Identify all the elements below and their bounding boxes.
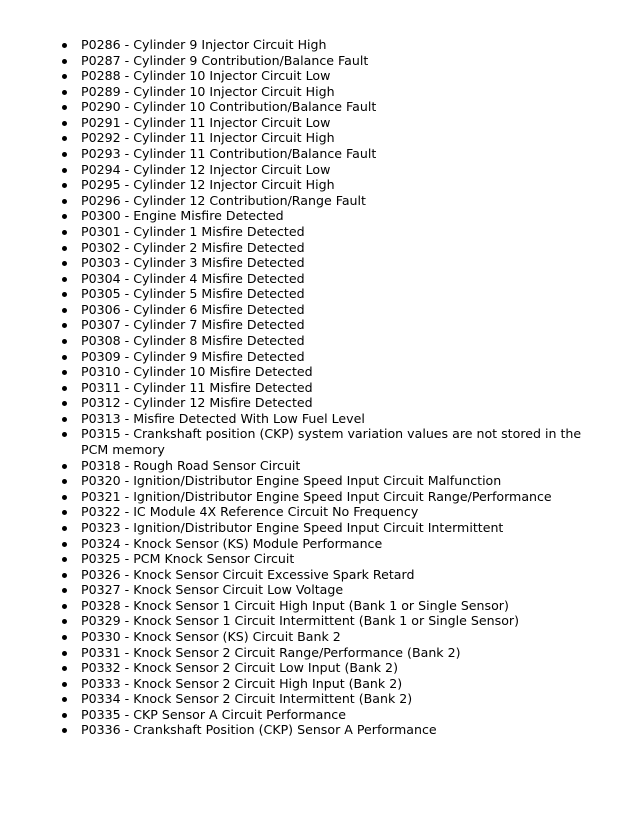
list-item xyxy=(62,722,582,738)
bullet-icon xyxy=(62,635,67,640)
list-item xyxy=(62,255,582,271)
code-description: P0289 - Cylinder 10 Injector Circuit High xyxy=(81,83,335,99)
bullet-icon xyxy=(62,510,67,515)
bullet-icon xyxy=(62,728,67,733)
code-description: P0322 - IC Module 4X Reference Circuit No Frequency xyxy=(81,504,419,520)
code-description: P0309 - Cylinder 9 Misfire Detected xyxy=(81,348,305,364)
list-item xyxy=(62,567,582,583)
bullet-icon xyxy=(62,355,67,360)
code-description: P0290 - Cylinder 10 Contribution/Balance Fault xyxy=(81,99,377,115)
code-description: P0287 - Cylinder 9 Contribution/Balance Fault xyxy=(81,52,369,68)
list-item xyxy=(62,208,582,224)
list-item xyxy=(62,286,582,302)
code-description: P0330 - Knock Sensor (KS) Circuit Bank 2 xyxy=(81,628,341,644)
bullet-icon xyxy=(62,277,67,282)
list-item xyxy=(62,504,582,520)
bullet-icon xyxy=(62,479,67,484)
bullet-icon xyxy=(62,386,67,391)
list-item xyxy=(62,364,582,380)
code-description: P0320 - Ignition/Distributor Engine Speed Input Circuit Malfunction xyxy=(81,473,502,489)
code-description: P0307 - Cylinder 7 Misfire Detected xyxy=(81,317,305,333)
list-item xyxy=(62,146,582,162)
code-description: P0323 - Ignition/Distributor Engine Speed Input Circuit Intermittent xyxy=(81,519,504,535)
list-item xyxy=(62,224,582,240)
code-description: P0311 - Cylinder 11 Misfire Detected xyxy=(81,379,313,395)
list-item xyxy=(62,707,582,723)
bullet-icon xyxy=(62,152,67,157)
list-item xyxy=(62,177,582,193)
bullet-icon xyxy=(62,308,67,313)
bullet-icon xyxy=(62,697,67,702)
code-description: P0324 - Knock Sensor (KS) Module Performance xyxy=(81,535,383,551)
list-item xyxy=(62,53,582,69)
bullet-icon xyxy=(62,682,67,687)
bullet-icon xyxy=(62,651,67,656)
code-description: P0315 - Crankshaft position (CKP) system variation values are not stored in the PCM memory xyxy=(81,426,582,458)
bullet-icon xyxy=(62,214,67,219)
list-item xyxy=(62,645,582,661)
bullet-icon xyxy=(62,43,67,48)
bullet-icon xyxy=(62,526,67,531)
code-description: P0310 - Cylinder 10 Misfire Detected xyxy=(81,364,313,380)
code-description: P0303 - Cylinder 3 Misfire Detected xyxy=(81,255,305,271)
list-item xyxy=(62,598,582,614)
code-description: P0336 - Crankshaft Position (CKP) Sensor A Performance xyxy=(81,722,437,738)
code-description: P0312 - Cylinder 12 Misfire Detected xyxy=(81,395,313,411)
bullet-icon xyxy=(62,542,67,547)
list-item xyxy=(62,302,582,318)
bullet-icon xyxy=(62,370,67,375)
list-item xyxy=(62,349,582,365)
bullet-icon xyxy=(62,557,67,562)
code-description: P0300 - Engine Misfire Detected xyxy=(81,208,284,224)
code-description: P0296 - Cylinder 12 Contribution/Range Fault xyxy=(81,192,366,208)
code-description: P0294 - Cylinder 12 Injector Circuit Low xyxy=(81,161,331,177)
list-item xyxy=(62,37,582,53)
bullet-icon xyxy=(62,417,67,422)
list-item xyxy=(62,629,582,645)
list-item xyxy=(62,68,582,84)
list-item xyxy=(62,84,582,100)
code-description: P0302 - Cylinder 2 Misfire Detected xyxy=(81,239,305,255)
bullet-icon xyxy=(62,74,67,79)
code-description: P0286 - Cylinder 9 Injector Circuit High xyxy=(81,37,327,52)
bullet-icon xyxy=(62,168,67,173)
code-description: P0328 - Knock Sensor 1 Circuit High Input (Bank 1 or Single Sensor) xyxy=(81,597,509,613)
bullet-icon xyxy=(62,230,67,235)
bullet-icon xyxy=(62,246,67,251)
code-description: P0335 - CKP Sensor A Circuit Performance xyxy=(81,706,346,722)
list-item xyxy=(62,411,582,427)
list-item xyxy=(62,582,582,598)
bullet-icon xyxy=(62,432,67,437)
bullet-icon xyxy=(62,619,67,624)
code-description: P0295 - Cylinder 12 Injector Circuit High xyxy=(81,177,335,193)
list-item xyxy=(62,333,582,349)
bullet-icon xyxy=(62,105,67,110)
bullet-icon xyxy=(62,573,67,578)
code-description: P0305 - Cylinder 5 Misfire Detected xyxy=(81,286,305,302)
code-description: P0326 - Knock Sensor Circuit Excessive Spark Retard xyxy=(81,566,415,582)
code-description: P0332 - Knock Sensor 2 Circuit Low Input (Bank 2) xyxy=(81,660,398,676)
list-item xyxy=(62,676,582,692)
code-description: P0329 - Knock Sensor 1 Circuit Intermittent (Bank 1 or Single Sensor) xyxy=(81,613,519,629)
bullet-icon xyxy=(62,666,67,671)
bullet-icon xyxy=(62,59,67,64)
list-item xyxy=(62,473,582,489)
list-item xyxy=(62,489,582,505)
code-description: P0291 - Cylinder 11 Injector Circuit Low xyxy=(81,114,331,130)
bullet-icon xyxy=(62,401,67,406)
code-description: P0293 - Cylinder 11 Contribution/Balance Fault xyxy=(81,146,377,162)
list-item xyxy=(62,458,582,474)
code-description: P0288 - Cylinder 10 Injector Circuit Low xyxy=(81,68,331,84)
code-description: P0333 - Knock Sensor 2 Circuit High Input (Bank 2) xyxy=(81,675,403,691)
bullet-icon xyxy=(62,261,67,266)
list-item xyxy=(62,395,582,411)
list-item xyxy=(62,660,582,676)
code-description: P0325 - PCM Knock Sensor Circuit xyxy=(81,551,295,567)
code-description: P0301 - Cylinder 1 Misfire Detected xyxy=(81,223,305,239)
bullet-icon xyxy=(62,183,67,188)
list-item xyxy=(62,380,582,396)
bullet-icon xyxy=(62,199,67,204)
code-description: P0313 - Misfire Detected With Low Fuel Level xyxy=(81,410,365,426)
code-description: P0327 - Knock Sensor Circuit Low Voltage xyxy=(81,582,344,598)
code-description: P0331 - Knock Sensor 2 Circuit Range/Performance (Bank 2) xyxy=(81,644,461,660)
list-item xyxy=(62,162,582,178)
list-item xyxy=(62,536,582,552)
bullet-icon xyxy=(62,464,67,469)
list-item xyxy=(62,551,582,567)
list-item xyxy=(62,130,582,146)
bullet-icon xyxy=(62,588,67,593)
code-description: P0292 - Cylinder 11 Injector Circuit High xyxy=(81,130,335,146)
bullet-icon xyxy=(62,604,67,609)
list-item xyxy=(62,426,582,457)
code-description: P0308 - Cylinder 8 Misfire Detected xyxy=(81,332,305,348)
code-description: P0334 - Knock Sensor 2 Circuit Intermittent (Bank 2) xyxy=(81,691,413,707)
bullet-icon xyxy=(62,713,67,718)
bullet-icon xyxy=(62,121,67,126)
code-description: P0321 - Ignition/Distributor Engine Speed Input Circuit Range/Performance xyxy=(81,488,552,504)
diagnostic-code-list xyxy=(62,37,582,738)
list-item xyxy=(62,240,582,256)
bullet-icon xyxy=(62,90,67,95)
list-item xyxy=(62,271,582,287)
code-description: P0304 - Cylinder 4 Misfire Detected xyxy=(81,270,305,286)
list-item xyxy=(62,520,582,536)
list-item xyxy=(62,691,582,707)
bullet-icon xyxy=(62,136,67,141)
list-item xyxy=(62,317,582,333)
list-item xyxy=(62,115,582,131)
list-item xyxy=(62,193,582,209)
bullet-icon xyxy=(62,292,67,297)
bullet-icon xyxy=(62,495,67,500)
bullet-icon xyxy=(62,339,67,344)
code-description: P0318 - Rough Road Sensor Circuit xyxy=(81,457,301,473)
bullet-icon xyxy=(62,323,67,328)
list-item xyxy=(62,99,582,115)
code-description: P0306 - Cylinder 6 Misfire Detected xyxy=(81,301,305,317)
list-item xyxy=(62,613,582,629)
